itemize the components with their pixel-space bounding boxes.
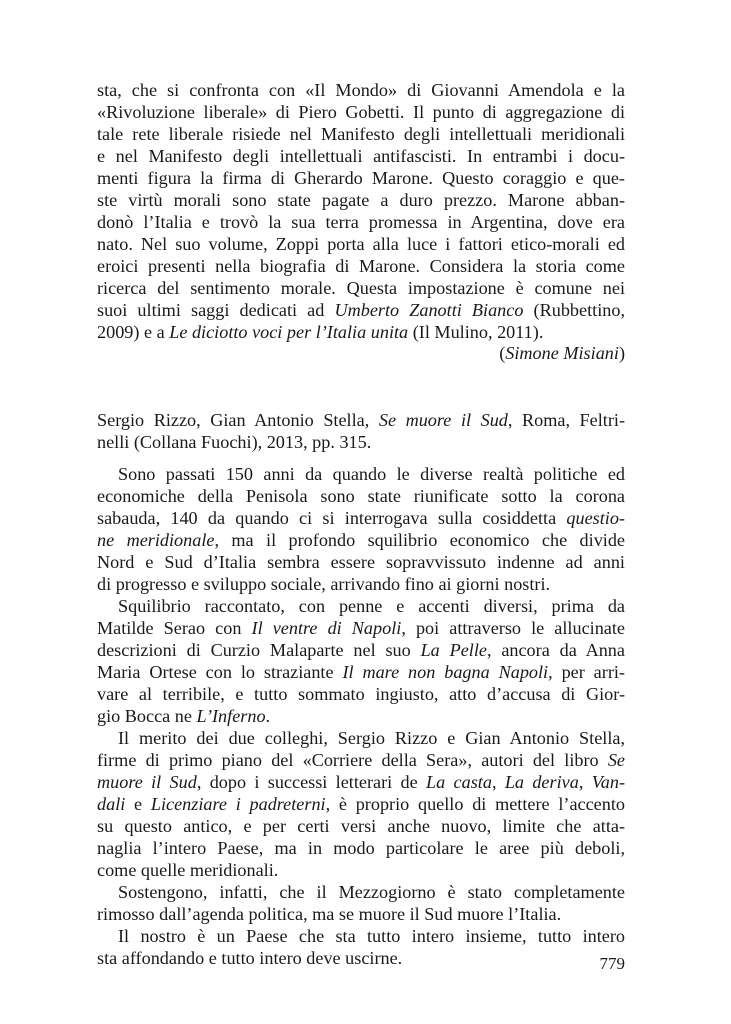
text-line: come quelle meridionali. [97,860,279,880]
text-line: Sostengono, infatti, che il Mezzogiorno è stato completamente [118,882,625,902]
text-line: nato. Nel suo volume, Zoppi porta alla luce i fattori etico-morali ed [97,234,625,254]
text-line: muore il Sud, dopo i successi letterari de La casta, La deriva, Van- [97,772,626,792]
text-line: naglia l’intero Paese, ma in modo particolare le aree più deboli, [97,838,625,858]
text-line: firme di primo piano del «Corriere della Sera», autori del libro Se [97,750,625,770]
text-line: descrizioni di Curzio Malaparte nel suo La Pelle, ancora da Anna [97,640,625,660]
text-line: donò l’Italia e trovò la sua terra promessa in Argentina, dove era [97,212,625,232]
text-line: economiche della Penisola sono state riunificate sotto la corona [97,486,625,506]
book-citation [97,409,625,453]
text-line: e nel Manifesto degli intellettuali antifascisti. In entrambi i docu- [97,146,625,166]
text-line: menti figura la firma di Gherardo Marone. Questo coraggio e que- [97,168,625,188]
text-line: tale rete liberale risiede nel Manifesto degli intellettuali meridionali [97,124,625,144]
page-number: 779 [599,954,625,973]
text-line: ricerca del sentimento morale. Questa impostazione è comune nei [97,278,625,298]
text-line: vare al terribile, e tutto sommato ingiusto, atto d’accusa di Gior- [97,684,625,704]
text-line: Sono passati 150 anni da quando le diverse realtà politiche ed [118,464,625,484]
text-line: sabauda, 140 da quando ci si interrogava sulla cosiddetta questio- [97,508,625,528]
text-line: Nord e Sud d’Italia sembra essere sopravvissuto indenne ad anni [97,552,625,572]
text-line: dali e Licenziare i padreterni, è proprio quello di mettere l’accento [97,794,625,814]
text-line: «Rivoluzione liberale» di Piero Gobetti. Il punto di aggregazione di [97,102,625,122]
text-line: di progresso e sviluppo sociale, arrivando fino ai giorni nostri. [97,574,551,594]
text-line: Squilibrio raccontato, con penne e accenti diversi, prima da [118,596,625,616]
text-line: Maria Ortese con lo straziante Il mare non bagna Napoli, per arri- [97,662,625,682]
text-line: ste virtù morali sono state pagate a duro prezzo. Marone abban- [97,190,625,210]
intro-paragraph [97,79,625,343]
text-line: ne meridionale, ma il profondo squilibrio economico che divide [97,530,626,550]
citation-line: Sergio Rizzo, Gian Antonio Stella, Se muore il Sud, Roma, Feltri- [97,410,626,430]
review-body [97,463,625,969]
text-line: gio Bocca ne L’Inferno. [97,706,271,726]
text-line: Il merito dei due colleghi, Sergio Rizzo e Gian Antonio Stella, [118,728,625,748]
text-line: Matilde Serao con Il ventre di Napoli, poi attraverso le allucinate [97,618,625,638]
text-line: sta affondando e tutto intero deve uscirne. [97,948,403,968]
text-line: Il nostro è un Paese che sta tutto intero insieme, tutto intero [118,926,625,946]
text-line: suoi ultimi saggi dedicati ad Umberto Zanotti Bianco (Rubbettino, [97,300,625,320]
text-line: 2009) e a Le diciotto voci per l’Italia unita (Il Mulino, 2011). [97,322,544,342]
text-line: rimosso dall’agenda politica, ma se muore il Sud muore l’Italia. [97,904,562,924]
reviewer-signature: (Simone Misiani) [499,343,625,363]
text-line: eroici presenti nella biografia di Marone. Considera la storia come [97,256,625,276]
text-line: su questo antico, e per certi versi anche nuovo, limite che atta- [97,816,625,836]
text-line: sta, che si confronta con «Il Mondo» di Giovanni Amendola e la [97,80,625,100]
citation-line: nelli (Collana Fuochi), 2013, pp. 315. [97,432,372,452]
